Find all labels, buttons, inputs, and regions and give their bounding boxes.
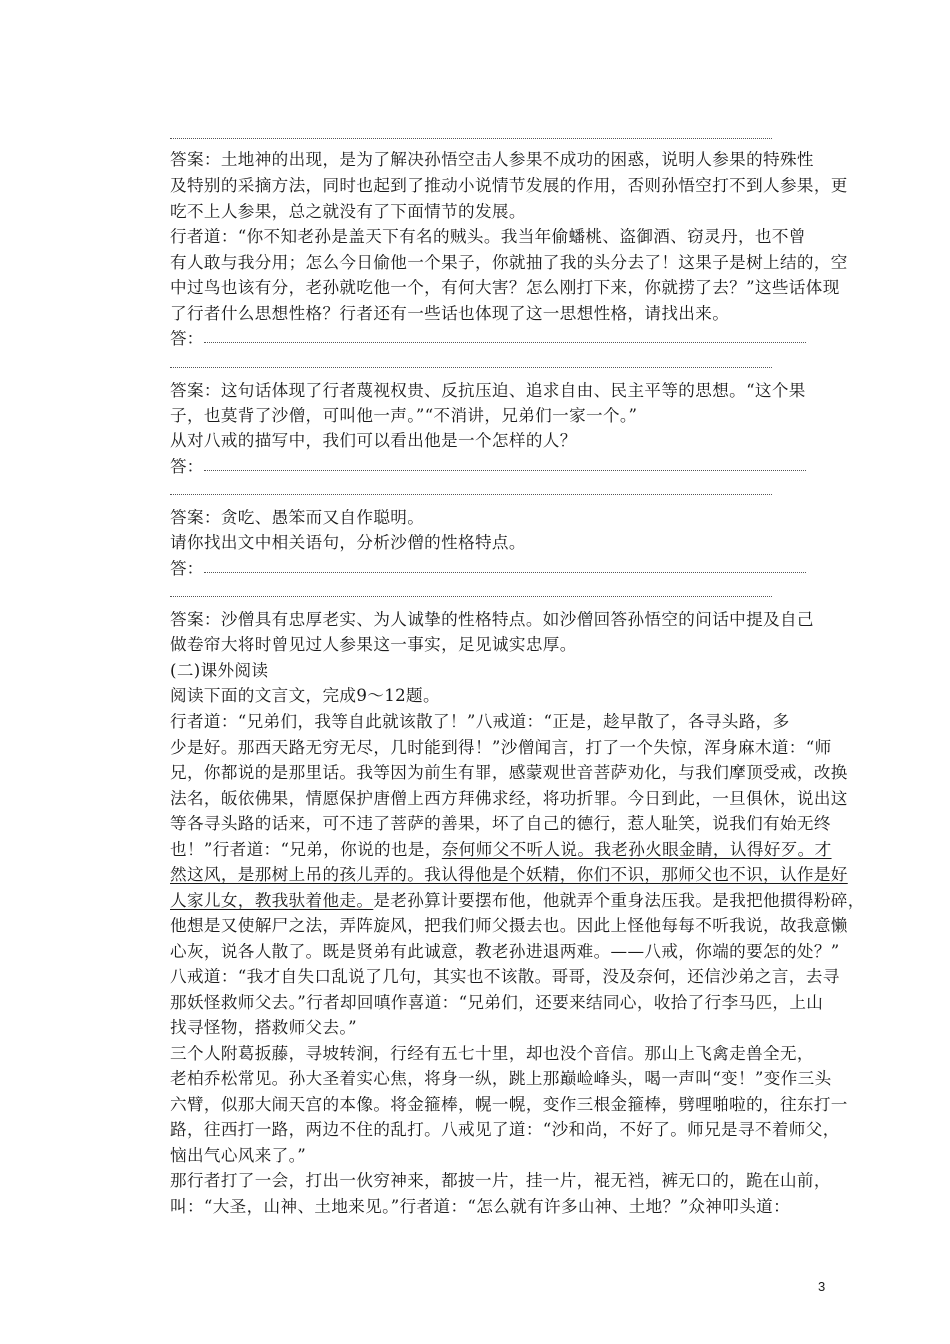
text-line: 法名，皈依佛果，情愿保护唐僧上西方拜佛求经，将功折罪。今日到此，一旦俱休，说出这 — [170, 789, 848, 808]
text-line: 等各寻头路的话来，可不违了菩萨的善果，坏了自己的德行，惹人耻笑，说我们有始无终 — [170, 814, 831, 833]
answer-prompt: 答： — [170, 329, 204, 348]
underlined-text: 然这风，是那树上吊的孩儿弄的。我认得他是个妖精，你们不识，那师父也不识，认作是好 — [170, 865, 848, 884]
text-line: 路，往西打一路，两边不住的乱打。八戒见了道：“沙和尚，不好了。师兄是寻不着师父， — [170, 1120, 840, 1139]
text-line: 找寻怪物，搭救师父去。” — [170, 1018, 357, 1037]
text-line: 做卷帘大将时曾见过人参果这一事实，足见诚实忠厚。 — [170, 635, 577, 654]
answer-prompt: 答： — [170, 457, 204, 476]
text-line: 八戒道：“我才自失口乱说了几句，其实也不该散。哥哥，没及奈何，还信沙弟之言，去寻 — [170, 967, 840, 986]
text-line: 恼出气心风来了。” — [170, 1146, 307, 1165]
answer-prompt: 答： — [170, 559, 204, 578]
text-line: 老柏乔松常见。孙大圣着实心焦，将身一纵，跳上那巅崄峰头，喝一声叫“变！”变作三头 — [170, 1069, 832, 1088]
text-line: 答案：沙僧具有忠厚老实、为人诚挚的性格特点。如沙僧回答孙悟空的问话中提及自己 — [170, 610, 814, 629]
answer-blank-line[interactable] — [170, 494, 772, 495]
underlined-text: 奈何师父不听人说。我老孙火眼金睛，认得好歹。才 — [441, 840, 832, 859]
text-line: 答案：土地神的出现，是为了解决孙悟空击人参果不成功的困惑，说明人参果的特殊性 — [170, 150, 814, 169]
text-line: 心灰，说各人散了。既是贤弟有此诚意，教老孙进退两难。——八戒，你端的要怎的处？” — [170, 942, 840, 961]
text-line: 三个人附葛扳藤，寻坡转涧，行经有五七十里，却也没个音信。那山上飞禽走兽全无， — [170, 1044, 814, 1063]
text-line: 吃不上人参果，总之就没有了下面情节的发展。 — [170, 202, 526, 221]
text-line: 兄，你都说的是那里话。我等因为前生有罪，感蒙观世音菩萨劝化，与我们摩顶受戒，改换 — [170, 763, 848, 782]
text-line: 那行者打了一会，打出一伙穷神来，都披一片，挂一片，裩无裆，裤无口的，跪在山前， — [170, 1171, 831, 1190]
text-line: 行者道：“你不知老孙是盖天下有名的贼头。我当年偷蟠桃、盗御酒、窃灵丹，也不曾 — [170, 227, 806, 246]
text-segment: 也！”行者道：“兄弟，你说的也是， — [170, 840, 442, 859]
text-line: 六臂，似那大闹天宫的本像。将金箍棒，幌一幌，变作三根金箍棒，劈哩啪啦的，往东打一 — [170, 1095, 848, 1114]
answer-blank-line[interactable] — [170, 367, 772, 368]
text-line: 了行者什么思想性格？行者还有一些话也体现了这一思想性格，请找出来。 — [170, 304, 730, 323]
section-heading: (二)课外阅读 — [170, 661, 269, 680]
text-line: 及特别的采摘方法，同时也起到了推动小说情节发展的作用，否则孙悟空打不到人参果，更 — [170, 176, 848, 195]
text-line: 子，也莫背了沙僧，可叫他一声。”“不消讲，兄弟们一家一个。” — [170, 406, 638, 425]
text-line: 中过鸟也该有分，老孙就吃他一个，有何大害？怎么刚打下来，你就捞了去？”这些话体现 — [170, 278, 840, 297]
answer-blank-line — [170, 138, 772, 139]
page-number: 3 — [818, 1279, 826, 1294]
text-line — [170, 891, 865, 911]
answer-blank-line[interactable] — [204, 572, 806, 573]
text-line: 阅读下面的文言文，完成9～12题。 — [170, 686, 440, 705]
text-line: 从对八戒的描写中，我们可以看出他是一个怎样的人？ — [170, 431, 577, 450]
text-line — [170, 865, 848, 885]
text-line: 行者道：“兄弟们，我等自此就该散了！”八戒道：“正是，趁早散了，各寻头路，多 — [170, 712, 790, 731]
text-line: 答案：这句话体现了行者蔑视权贵、反抗压迫、追求自由、民主平等的思想。“这个果 — [170, 381, 806, 400]
text-line: 请你找出文中相关语句，分析沙僧的性格特点。 — [170, 533, 526, 552]
text-line: 他想是又使解尸之法，弄阵旋风，把我们师父摄去也。因此上怪他每每不听我说，故我意懒 — [170, 916, 848, 935]
text-line: 那妖怪救师父去。”行者却回嗔作喜道：“兄弟们，还要来结同心，收拾了行李马匹，上山 — [170, 993, 824, 1012]
text-line — [170, 840, 832, 860]
underlined-text: 人家儿女，教我驮着他走。 — [170, 891, 374, 910]
text-line: 答案：贪吃、愚笨而又自作聪明。 — [170, 508, 425, 527]
text-line: 有人敢与我分用；怎么今日偷他一个果子，你就抽了我的头分去了！这果子是树上结的，空 — [170, 253, 848, 272]
answer-blank-line[interactable] — [204, 342, 806, 343]
text-line: 少是好。那西天路无穷无尽，几时能到得！”沙僧闻言，打了一个失惊，浑身麻木道：“师 — [170, 738, 832, 757]
answer-blank-line[interactable] — [170, 596, 772, 597]
text-line: 叫：“大圣，山神、土地来见。”行者道：“怎么就有许多山神、土地？”众神叩头道： — [170, 1197, 791, 1216]
text-segment: 是老孙算计要摆布他，他就弄个重身法压我。是我把他掼得粉碎， — [373, 891, 865, 910]
answer-blank-line[interactable] — [204, 470, 806, 471]
